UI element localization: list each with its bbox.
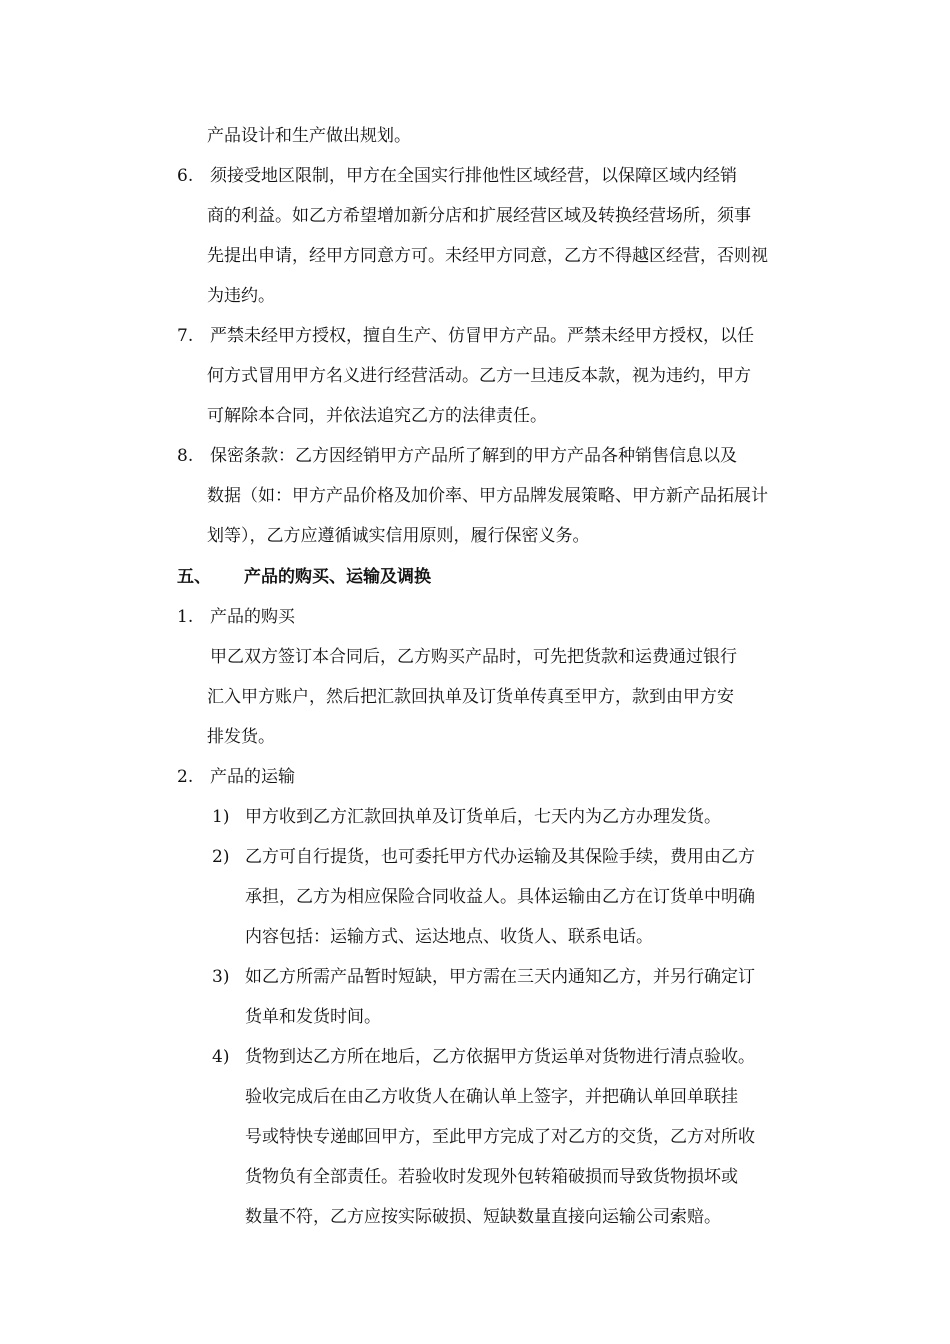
paragraph-line: 货物到达乙方所在地后，乙方依据甲方货运单对货物进行清点验收。 <box>245 1047 755 1067</box>
paragraph-line: 须接受地区限制，甲方在全国实行排他性区域经营，以保障区域内经销 <box>210 166 737 186</box>
paragraph-line: 承担，乙方为相应保险合同收益人。具体运输由乙方在订货单中明确 <box>245 887 755 907</box>
paragraph-line: 何方式冒用甲方名义进行经营活动。乙方一旦违反本款，视为违约，甲方 <box>207 366 751 386</box>
paragraph-line: 甲方收到乙方汇款回执单及订货单后，七天内为乙方办理发货。 <box>245 807 721 827</box>
paragraph-line: 甲乙双方签订本合同后，乙方购买产品时，可先把货款和运费通过银行 <box>210 647 737 667</box>
section-number: 五、 <box>177 567 211 587</box>
paragraph-line: 商的利益。如乙方希望增加新分店和扩展经营区域及转换经营场所，须事 <box>207 206 751 226</box>
paragraph-line: 号或特快专递邮回甲方，至此甲方完成了对乙方的交货，乙方对所收 <box>245 1127 755 1147</box>
subsection-title: 产品的购买 <box>210 607 295 627</box>
subsection-number: 1. <box>177 607 194 627</box>
paragraph-line: 内容包括：运输方式、运达地点、收货人、联系电话。 <box>245 927 653 947</box>
subsection-title: 产品的运输 <box>210 767 295 787</box>
list-number: 6. <box>177 166 194 186</box>
paragraph-line: 可解除本合同，并依法追究乙方的法律责任。 <box>207 406 547 426</box>
sublist-number: 1) <box>212 807 230 827</box>
subsection-number: 2. <box>177 767 194 787</box>
paragraph-line: 数量不符，乙方应按实际破损、短缺数量直接向运输公司索赔。 <box>245 1207 721 1227</box>
paragraph-line: 数据（如：甲方产品价格及加价率、甲方品牌发展策略、甲方新产品拓展计 <box>207 486 768 506</box>
paragraph-line: 货物负有全部责任。若验收时发现外包转箱破损而导致货物损坏或 <box>245 1167 738 1187</box>
paragraph-line: 划等），乙方应遵循诚实信用原则，履行保密义务。 <box>207 526 590 546</box>
paragraph-line: 先提出申请，经甲方同意方可。未经甲方同意，乙方不得越区经营，否则视 <box>207 246 768 266</box>
paragraph-line: 为违约。 <box>207 286 275 306</box>
paragraph-line: 乙方可自行提货，也可委托甲方代办运输及其保险手续，费用由乙方 <box>245 847 755 867</box>
paragraph-line: 保密条款：乙方因经销甲方产品所了解到的甲方产品各种销售信息以及 <box>210 446 737 466</box>
list-number: 7. <box>177 326 194 346</box>
sublist-number: 2) <box>212 847 230 867</box>
section-heading: 产品的购买、运输及调换 <box>244 567 431 587</box>
paragraph-line: 产品设计和生产做出规划。 <box>207 126 411 146</box>
sublist-number: 4) <box>212 1047 230 1067</box>
paragraph-line: 汇入甲方账户，然后把汇款回执单及订货单传真至甲方，款到由甲方安 <box>207 687 734 707</box>
paragraph-line: 排发货。 <box>207 727 275 747</box>
paragraph-line: 验收完成后在由乙方收货人在确认单上签字，并把确认单回单联挂 <box>245 1087 738 1107</box>
paragraph-line: 如乙方所需产品暂时短缺，甲方需在三天内通知乙方，并另行确定订 <box>245 967 755 987</box>
sublist-number: 3) <box>212 967 230 987</box>
list-number: 8. <box>177 446 194 466</box>
paragraph-line: 货单和发货时间。 <box>245 1007 381 1027</box>
paragraph-line: 严禁未经甲方授权，擅自生产、仿冒甲方产品。严禁未经甲方授权，以任 <box>210 326 754 346</box>
